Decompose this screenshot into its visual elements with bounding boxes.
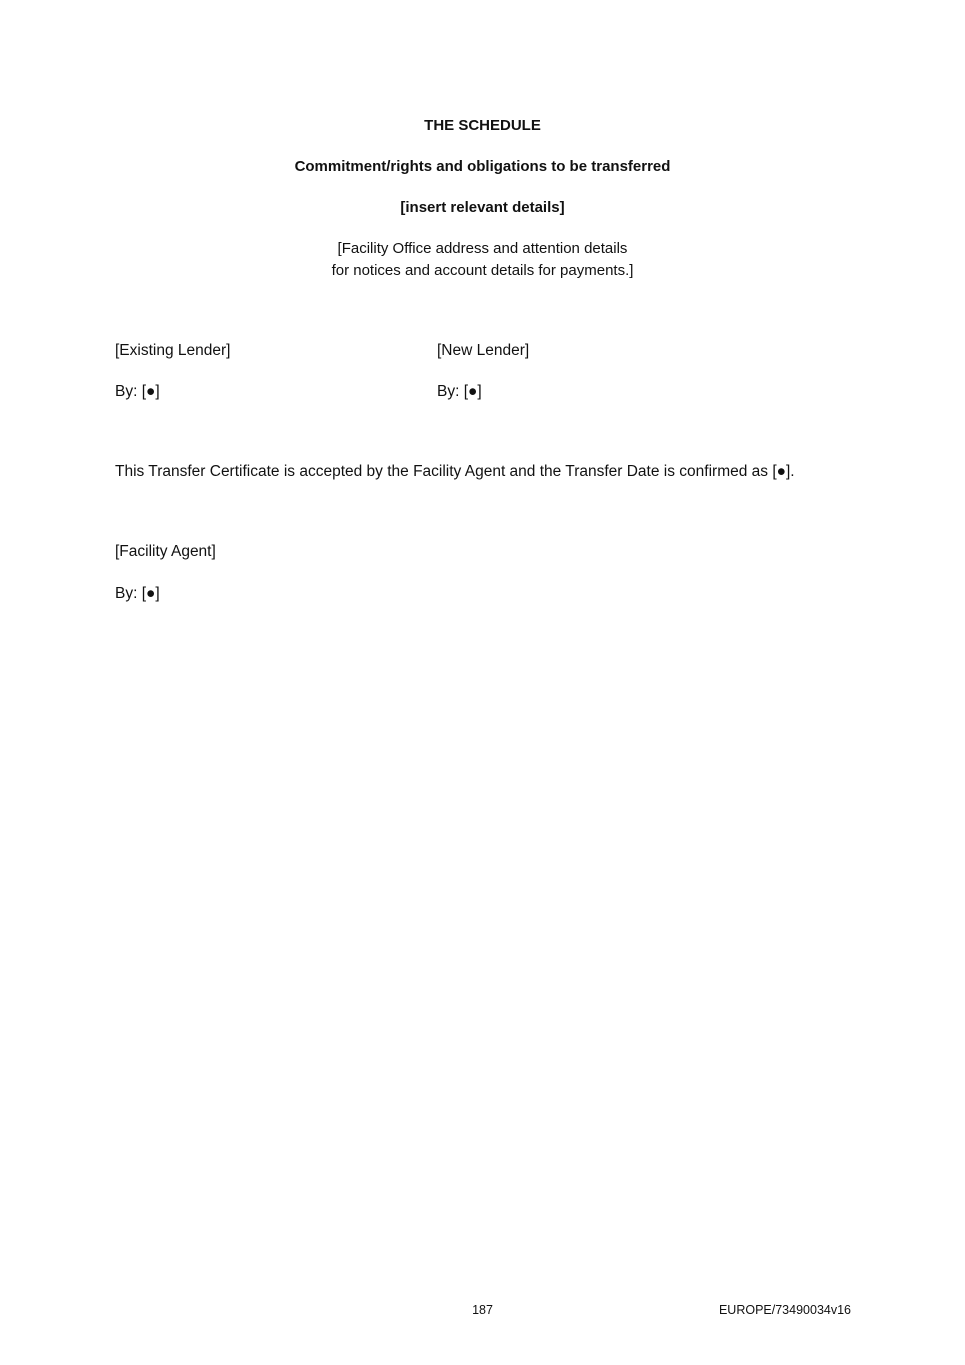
document-reference: EUROPE/73490034v16 (718, 1303, 851, 1317)
schedule-title: THE SCHEDULE (424, 117, 541, 134)
facility-office-line-1: [Facility Office address and attention details (337, 240, 628, 257)
facility-office-line-2: for notices and account details for payments.] (331, 262, 634, 279)
existing-lender-label: [Existing Lender] (115, 342, 231, 359)
facility-agent-signature-line: By: [●] (115, 585, 160, 602)
page-number: 187 (472, 1303, 493, 1317)
new-lender-label: [New Lender] (437, 342, 530, 359)
schedule-subtitle: Commitment/rights and obligations to be transferred (294, 158, 671, 175)
acceptance-statement: This Transfer Certificate is accepted by the Facility Agent and the Transfer Date is confirmed as [●]. (115, 463, 795, 480)
existing-lender-signature-line: By: [●] (115, 383, 160, 400)
new-lender-signature-line: By: [●] (437, 383, 482, 400)
facility-agent-label: [Facility Agent] (115, 543, 216, 560)
insert-details-note: [insert relevant details] (400, 199, 565, 216)
